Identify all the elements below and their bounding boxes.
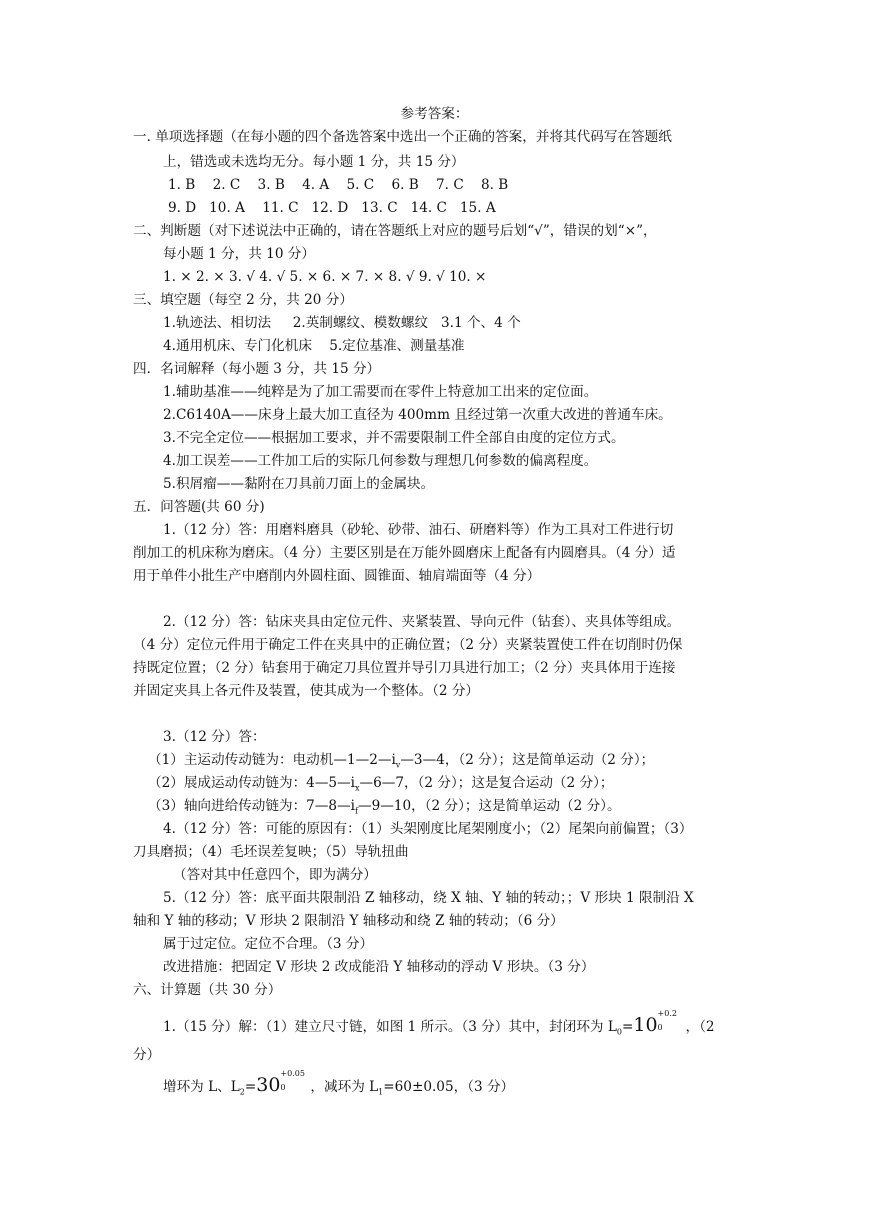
- answer-q3-heading: 3.（12 分）答：: [163, 729, 266, 745]
- calc-q1-line-3: 增环为 L、$L_2=30$ +0.05 0 ，减环为 $L_1=60\pm 0.05$，（3 分）: [163, 1069, 515, 1097]
- answer-q5-line: 属于过定位。定位不合理。（3 分）: [163, 936, 374, 952]
- answer-q3-line: （3）轴向进给传动链为：$7—8—i_f—9—10$，（2 分）；这是简单运动（2 分）。: [148, 798, 621, 816]
- answer-q1-line: 1.（12 分）答：用磨料磨具（砂轮、砂带、油石、研磨料等）作为工具对工件进行切: [163, 522, 674, 538]
- answer-q1-line: 用于单件小批生产中磨削内外圆柱面、圆锥面、轴肩端面等（4 分）: [133, 568, 541, 584]
- answer-q5-line: 5.（12 分）答：底平面共限制沿 Z 轴移动，绕 X 轴、Y 轴的转动；；V 形块 1 限制沿 X: [163, 890, 694, 906]
- answer-q3-line: （1）主运动传动链为：电动机$—1—2—i_v—3—4$，（2 分）；这是简单运动（2 分）；: [148, 752, 655, 770]
- definition-item: 2.C6140A——床身上最大加工直径为 400mm 且经过第一次重大改进的普通车床。: [163, 407, 672, 423]
- answer-q4-line: 刀具磨损；（4）毛坯误差复映；（5）导轨扭曲: [133, 844, 409, 860]
- section-2-heading-cont: 每小题 1 分，共 10 分）: [163, 246, 315, 262]
- section-1-answers-row-2: 9. D 10. A 11. C 12. D 13. C 14. C 15. A: [168, 200, 496, 216]
- page-title: 参考答案：: [400, 106, 469, 122]
- section-1-answers-row-1: 1. B 2. C 3. B 4. A 5. C 6. B 7. C 8. B: [168, 177, 509, 193]
- section-2-heading: 二、判断题（对下述说法中正确的，请在答题纸上对应的题号后划“√”，错误的划“×”，: [133, 223, 657, 239]
- section-1-heading-cont: 上，错选或未选均无分。每小题 1 分，共 15 分）: [163, 154, 465, 170]
- definition-item: 4.加工误差——工件加工后的实际几何参数与理想几何参数的偏离程度。: [163, 453, 598, 469]
- section-3-answers-row-2: 4.通用机床、专门化机床 5.定位基准、测量基准: [163, 338, 465, 354]
- definition-item: 1.辅助基准——纯粹是为了加工需要而在零件上特意加工出来的定位面。: [163, 384, 598, 400]
- answer-q2-line: 并固定夹具上各元件及装置，使其成为一个整体。（2 分）: [133, 683, 480, 699]
- calc-q1-line-2: 分）: [133, 1047, 161, 1063]
- answer-q2-line: 2.（12 分）答：钻床夹具由定位元件、夹紧装置、导向元件（钻套）、夹具体等组成。: [163, 614, 681, 630]
- definition-item: 5.积屑瘤——黏附在刀具前刀面上的金属块。: [163, 476, 435, 492]
- definition-item: 3.不完全定位——根据加工要求，并不需要限制工件全部自由度的定位方式。: [163, 430, 625, 446]
- section-1-heading: 一. 单项选择题（在每小题的四个备选答案中选出一个正确的答案，并将其代码写在答题纸: [133, 129, 672, 145]
- answer-q3-line: （2）展成运动传动链为：$4—5—i_x—6—7$，（2 分）；这是复合运动（2 分）；: [148, 775, 614, 793]
- answer-q4-line: （答对其中任意四个，即为满分）: [173, 867, 377, 883]
- answer-q4-line: 4.（12 分）答：可能的原因有：（1）头架刚度比尾架刚度小；（2）尾架向前偏置；（3）: [163, 821, 693, 837]
- section-5-heading: 五．问答题(共 60 分): [133, 499, 265, 515]
- answer-q2-line: 持既定位置；（2 分）钻套用于确定刀具位置并导引刀具进行加工；（2 分）夹具体用于连接: [133, 660, 676, 676]
- answer-q5-line: 轴和 Y 轴的移动；V 形块 2 限制沿 Y 轴移动和绕 Z 轴的转动；（6 分）: [133, 913, 564, 929]
- section-4-heading: 四．名词解释（每小题 3 分，共 15 分）: [133, 361, 381, 377]
- section-6-heading: 六、计算题（共 30 分）: [133, 982, 282, 998]
- section-3-heading: 三、填空题（每空 2 分，共 20 分）: [133, 292, 353, 308]
- answer-q2-line: （4 分）定位元件用于确定工件在夹具中的正确位置；（2 分）夹紧装置使工件在切削时仍保: [133, 637, 683, 653]
- calc-q1-line-1: 1.（15 分）解：（1）建立尺寸链，如图 1 所示。（3 分）其中，封闭环为 $L_0=10$ +0.2 0 ，（2: [163, 1009, 715, 1037]
- section-3-answers-row-1: 1.轨迹法、相切法 2.英制螺纹、模数螺纹 3.1 个、4 个: [163, 315, 521, 331]
- answer-q1-line: 削加工的机床称为磨床。（4 分）主要区别是在万能外圆磨床上配备有内圆磨具。（4 分）适: [133, 545, 676, 561]
- answer-q5-line: 改进措施：把固定 V 形块 2 改成能沿 Y 轴移动的浮动 V 形块。（3 分）: [163, 959, 595, 975]
- section-2-answers: 1. × 2. × 3. √ 4. √ 5. × 6. × 7. × 8. √ 9. √ 10. ×: [163, 269, 487, 285]
